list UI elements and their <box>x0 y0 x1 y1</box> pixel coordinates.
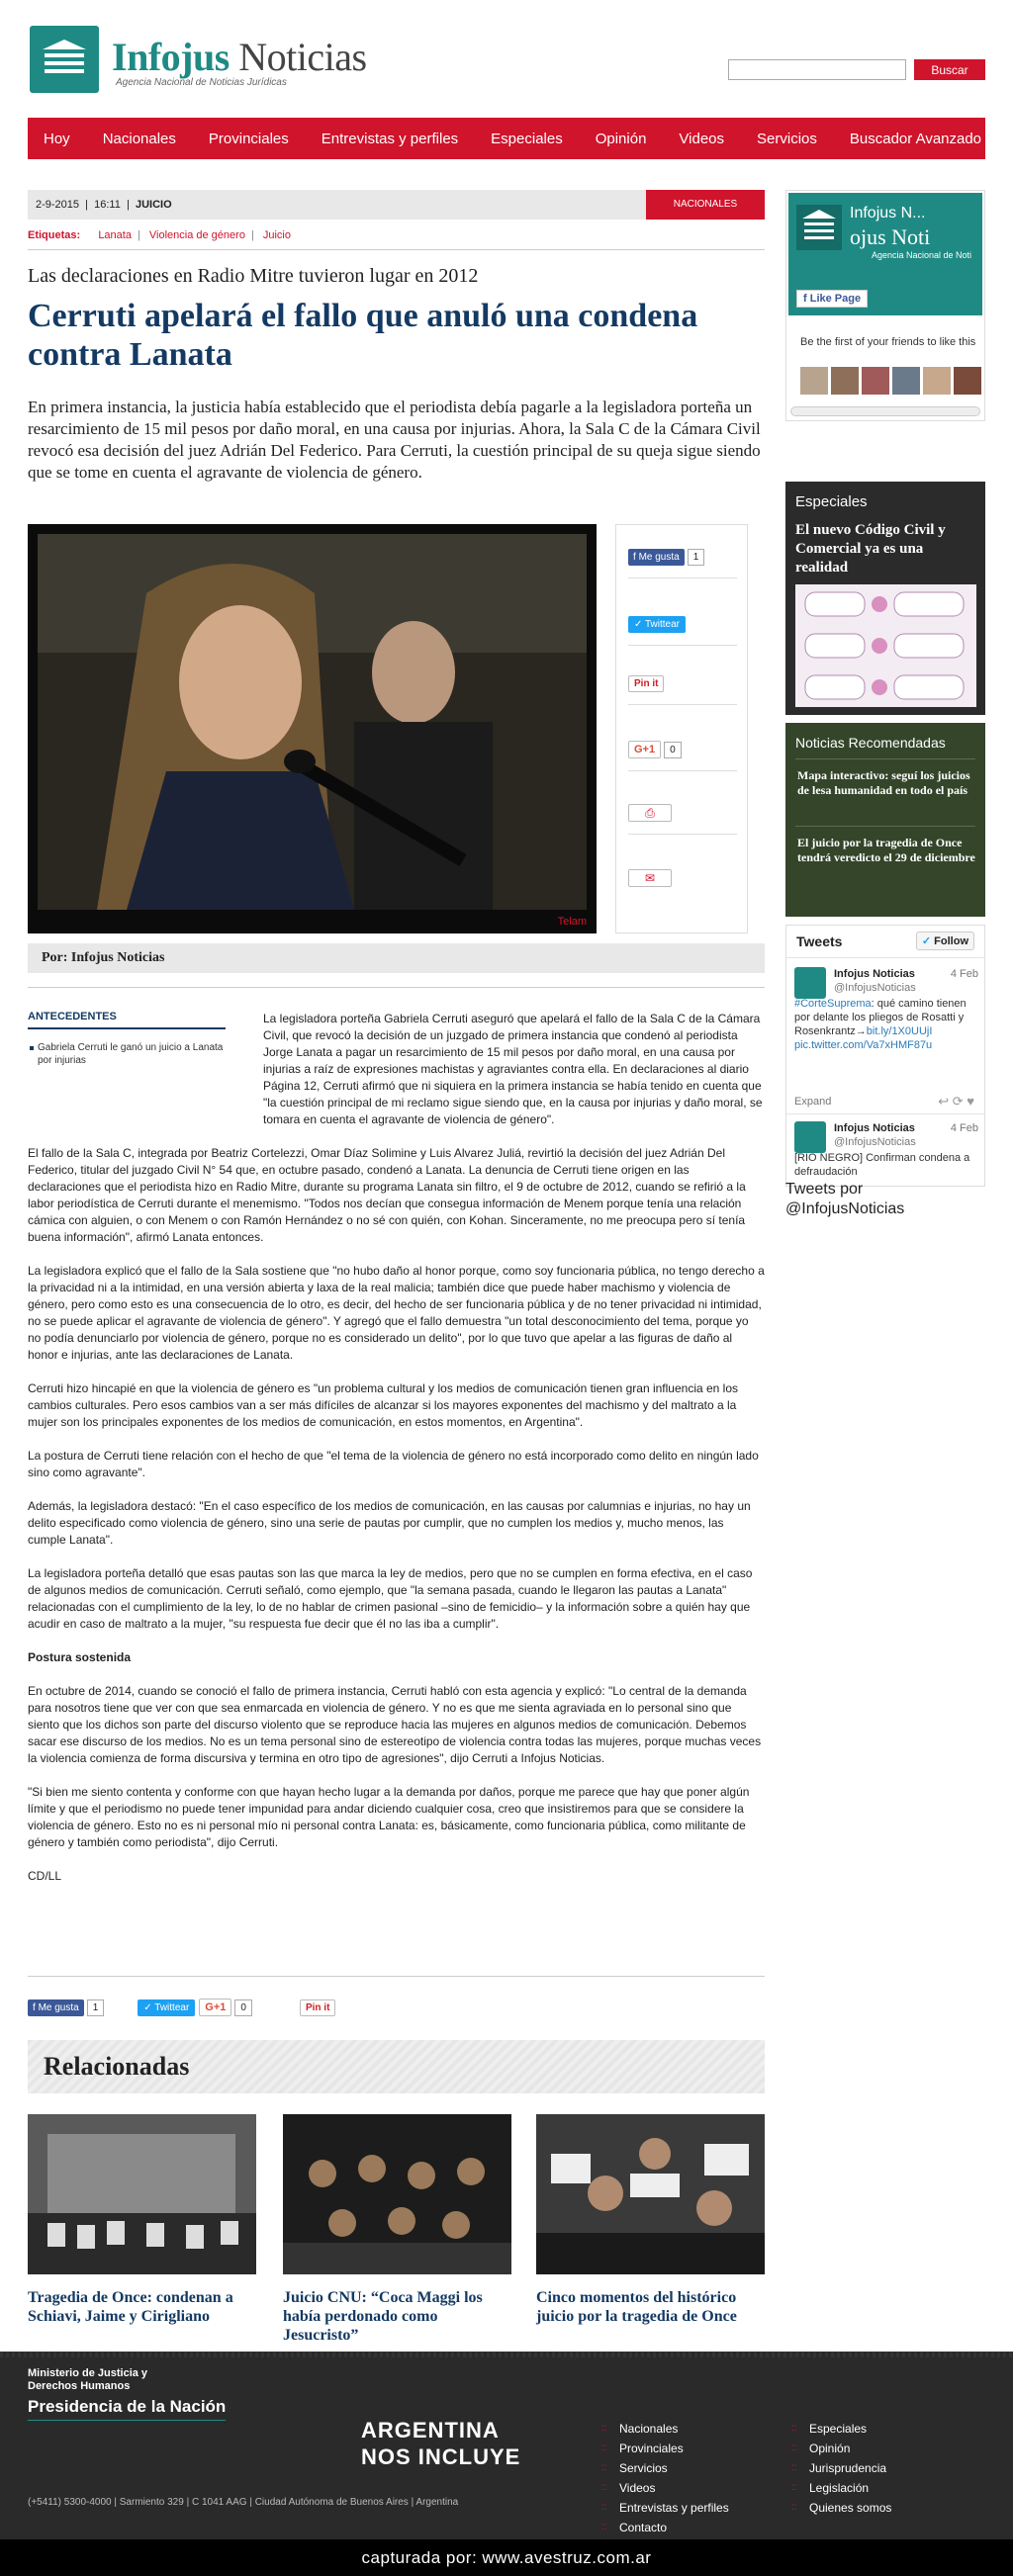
related-image <box>283 2114 511 2274</box>
tweet-link[interactable]: bit.ly/1X0UUjI <box>866 1025 933 1037</box>
especiales-title[interactable]: El nuevo Código Civil y Comercial ya es una realidad <box>795 522 946 576</box>
article-paragraph: La legisladora porteña detalló que esas pautas son las que marca la ley de medios, pero que no se cumplen en forma efectiva, en el caso de algunos medios de comunicación. Cerruti señaló, como ejemplo, que "la semana pasada, cuando le llegaron las pautas a Lanata" relacionadas con el cumplimiento de la ley, lo de no hablar de crimen pasional –sino de femicidio– y la información sobre a quién hay que acudir en caso de maltrato a la mujer, "su respuesta fue decir que él no las iba a cumplir". <box>28 1566 753 1631</box>
nav-item-nacionales[interactable]: Nacionales <box>102 130 176 147</box>
footer-links-col2 <box>791 2419 891 2518</box>
article-paragraph: La legisladora porteña Gabriela Cerruti aseguró que apelará el fallo de la Sala C de la Cámara Civil, que revocó la decisión de un juzgado de primera instancia que condenó al periodista Jorge Lanata a pagar un resarcimiento de 15 mil pesos por daño moral, en una causa por injurias a raíz de expresiones machistas y agraviantes contra ella. En declaraciones al diario Página 12, Cerruti afirmó que ni siquiera en la primera instancia se había tenido en cuenta que "la cuestión principal de mi reclamo sigue siendo que, en la causa por injurias y daño moral, se tomara en cuenta el agravante de violencia de género". <box>263 1012 763 1126</box>
especiales-label: Especiales <box>795 493 868 510</box>
nav-item-buscador[interactable]: Buscador Avanzado <box>849 130 982 147</box>
divider <box>795 826 975 827</box>
email-icon[interactable]: ✉ <box>628 869 672 887</box>
article-paragraph: Además, la legisladora destacó: "En el caso específico de los medios de comunicación, en las causas por calumnias e injurias, no hay un delito especificado como violencia de género, sino una serie de pautas por cumplir, que no cumplen los medios y, mucho menos, las cumple Lanata". <box>28 1499 751 1547</box>
footer-link[interactable]: :: Contacto <box>601 2518 729 2537</box>
related-image <box>28 2114 256 2274</box>
antecedentes-link[interactable]: Gabriela Cerruti le ganó un juicio a Lanata por injurias <box>28 1041 226 1067</box>
pinterest-button[interactable]: Pin it <box>300 1999 335 2016</box>
tags-label: Etiquetas: <box>28 229 81 241</box>
divider <box>786 957 984 958</box>
fb-page-name[interactable]: Infojus N... <box>850 205 926 222</box>
article-paragraph: El fallo de la Sala C, integrada por Beatriz Cortelezzi, Omar Díaz Solimine y Luis Alvarez Juliá, revirtió la decisión del juez Adrián Del Federico, titular del juzgado Civil N° 54 que, en octubre pasado, condenó a Lanata. La denuncia de Cerruti tiene origen en las declaraciones que el periodista hizo en Radio Mitre, durante su programa Lanata sin filtro, el 9 de octubre de 2012, cuando se refirió a la labor periodística de Cerruti durante el menemismo. "Todos nos decían que consegua información de Menem porque tenía una relación cámica con alguien, o con Menem o con Ramón Hernández o no sé con quién, con Kohan. Sinceramente, no me preocupa pero sí tenía buena información", afirmó Lanata entonces. <box>28 1146 746 1244</box>
tweet-date[interactable]: 4 Feb <box>950 968 978 980</box>
tag-link[interactable]: Lanata <box>98 229 132 241</box>
avatar[interactable] <box>954 367 981 395</box>
follow-label: Follow <box>934 935 968 947</box>
tweets-by-link[interactable]: Tweets por @InfojusNoticias <box>785 1181 905 1217</box>
main-nav <box>28 118 985 159</box>
logo-icon[interactable] <box>30 26 99 93</box>
footer-link[interactable]: :: Legislación <box>791 2478 891 2498</box>
related-title-link[interactable]: Juicio CNU: “Coca Maggi los había perdonado como Jesucristo” <box>283 2289 483 2344</box>
noticia-link[interactable]: Mapa interactivo: seguí los juicios de lesa humanidad en todo el país <box>797 768 970 797</box>
tag-link[interactable]: Violencia de género <box>148 229 245 241</box>
nav-item-especiales[interactable]: Especiales <box>491 130 563 147</box>
logo-subtitle: Agencia Nacional de Noticias Jurídicas <box>116 77 287 88</box>
share-column <box>615 524 748 933</box>
tweet-handle[interactable]: @InfojusNoticias <box>834 1136 916 1148</box>
nav-item-entrevistas[interactable]: Entrevistas y perfiles <box>321 130 459 147</box>
tweet-actions-icon[interactable]: ↩ ⟳ ♥ <box>938 1094 974 1109</box>
tw-label: Twittear <box>154 2001 190 2013</box>
noticias-recomendadas-widget <box>785 723 985 917</box>
gplus-count: 0 <box>664 742 682 758</box>
related-title-link[interactable]: Cinco momentos del histórico juicio por la tragedia de Once <box>536 2289 737 2325</box>
article-meta: 2-9-2015 | 16:11 | JUICIO <box>36 199 172 211</box>
footer-address: (+5411) 5300-4000 | Sarmiento 329 | C 1041 AAG | Ciudad Autónoma de Buenos Aires | Argentina <box>28 2497 459 2508</box>
article-headline: Cerruti apelará el fallo que anuló una condena contra Lanata <box>28 298 698 373</box>
nav-item-opinion[interactable]: Opinión <box>595 130 647 147</box>
hashtag-link[interactable]: #CorteSuprema <box>794 998 872 1010</box>
fb-like-label: Like Page <box>809 293 862 305</box>
facebook-like-button[interactable] <box>628 549 685 566</box>
article-paragraph: La legisladora explicó que el fallo de la Sala sostiene que "no hubo daño al honor porque, como soy funcionaria pública, no tengo derecho a la privacidad ni a la intimidad, en una versión abierta y laxa de la real malicia; también dice que puede haber machismo y violencia de género, pero como esto es una consecuencia de lo otro, es decir, del hecho de ser funcionaria pública y de no tener privacidad ni intimidad, no se puede aplicar el agravante de violencia de género". Y agregó que el fallo demuestra "un total desconocimiento del tema, porque yo no podía denunciarlo por violencia de género, porque no es considerado un delito", por lo que tuvo que apelar a las figuras de daño al honor e injurias, ante las declaraciones de Lanata. <box>28 1264 765 1362</box>
tweet-author[interactable]: Infojus Noticias <box>834 1122 915 1134</box>
related-header <box>28 2040 765 2093</box>
avatar[interactable] <box>923 367 951 395</box>
article-lead: En primera instancia, la justicia había establecido que el periodista debía pagarle a la legisladora porteña un resarcimiento de 15 mil pesos por daño moral, en una causa por injurias. Ahora, la Sala C de la Cámara Civil revocó esa decisión del juez Adrián Del Federico. Para Cerruti, la cuestión principal de su queja sigue siendo que se tome en cuenta el agravante de violencia de género. <box>28 398 761 482</box>
antecedentes-box <box>28 1011 226 1067</box>
search-input[interactable] <box>728 59 906 80</box>
footer-link[interactable]: :: Videos <box>601 2478 729 2498</box>
nav-item-hoy[interactable]: Hoy <box>44 130 70 147</box>
twitter-icon: ✓ <box>921 935 932 947</box>
article-signoff: CD/LL <box>28 1869 62 1883</box>
site-logo-title[interactable] <box>112 34 367 80</box>
avatar[interactable] <box>800 367 828 395</box>
footer-link[interactable]: :: Jurisprudencia <box>791 2458 891 2478</box>
tweet-handle[interactable]: @InfojusNoticias <box>834 982 916 994</box>
facebook-page-widget <box>785 190 985 421</box>
related-card[interactable] <box>536 2114 765 2326</box>
related-card[interactable] <box>283 2114 511 2345</box>
twitter-icon: ✓ <box>634 619 643 630</box>
fb-banner-sub: Agencia Nacional de Noti <box>872 250 972 260</box>
divider <box>28 1976 765 1977</box>
facebook-icon: f <box>33 2001 36 2013</box>
footer-link[interactable]: :: Nacionales <box>601 2419 729 2439</box>
horizontal-scrollbar[interactable] <box>790 406 980 416</box>
print-icon[interactable]: ⎙ <box>628 804 672 822</box>
related-title-link[interactable]: Tragedia de Once: condenan a Schiavi, Jaime y Cirigliano <box>28 2289 233 2325</box>
twitter-follow-button[interactable] <box>916 932 974 950</box>
noticias-label: Noticias Recomendadas <box>795 735 946 751</box>
tweet-text <box>794 997 978 1052</box>
fb-label: Me gusta <box>38 2001 79 2013</box>
logo-word-infojus: Infojus <box>112 35 230 79</box>
twitter-share-button[interactable] <box>138 1999 195 2016</box>
footer-link[interactable]: :: Provinciales <box>601 2439 729 2458</box>
photo-credit: Telam <box>557 916 587 928</box>
related-title: Relacionadas <box>44 2052 190 2081</box>
gplus-button[interactable]: G+1 <box>628 741 661 758</box>
article-paragraph: La postura de Cerruti tiene relación con el hecho de que "el tema de la violencia de género no está incorporado como delito en ningún lado sino como agravante". <box>28 1449 759 1479</box>
tweets-label: Tweets <box>796 933 843 949</box>
nav-item-videos[interactable]: Videos <box>679 130 725 147</box>
especiales-widget[interactable] <box>785 482 985 715</box>
article-meta-bar <box>28 190 765 220</box>
footer-ministry[interactable]: Ministerio de Justicia y Derechos Humanos <box>28 2367 148 2392</box>
twitter-widget <box>785 925 985 1187</box>
article-paragraph: Cerruti hizo hincapié en que la violencia de género es "un problema cultural y los medios de comunicación tienen gran influencia en los cambios culturales. Pero esos cambios van a ser más difíciles de alcanzar si los mayores exponentes del machismo y del maltrato a la mujer son los principales exponentes de los medios de comunicación, en estos momentos, en Argentina". <box>28 1381 739 1429</box>
fb-like-page-button[interactable] <box>796 290 868 308</box>
avatar[interactable] <box>794 967 826 999</box>
facebook-icon: f <box>803 293 807 305</box>
footer-presidency[interactable]: Presidencia de la Nación <box>28 2397 226 2421</box>
gplus-button[interactable]: G+1 <box>199 1999 231 2016</box>
tag-link[interactable]: Juicio <box>262 229 291 241</box>
tags-row: Etiquetas: Lanata | Violencia de género | Juicio <box>28 229 291 241</box>
fb-count: 1 <box>87 1999 105 2016</box>
article-byline: Por: Infojus Noticias <box>28 943 765 973</box>
article-paragraph: "Si bien me siento contenta y conforme con que hayan hecho lugar a la demanda por daños, porque me parece que hay que poner algún límite y que el periodismo no puede tener impunidad para andar diciendo cualquier cosa, creo que insistiremos para que se considere la violencia de género. Esto no es ni personal mío ni personal contra Lanata: es, básicamente, como funcionaria pública, como militante de género y también como periodista", dijo Cerruti. <box>28 1785 750 1849</box>
footer-link[interactable]: :: Opinión <box>791 2439 891 2458</box>
article-photo[interactable] <box>28 524 597 933</box>
fb-banner-text: ojus Noti <box>850 224 931 249</box>
article-category: JUICIO <box>135 199 172 211</box>
tweet-link[interactable]: pic.twitter.com/Va7xHMF87u <box>794 1039 933 1051</box>
avatar[interactable] <box>831 367 859 395</box>
slogan-line-1: ARGENTINA <box>361 2418 500 2443</box>
twitter-share-button[interactable] <box>628 616 686 633</box>
divider <box>28 987 765 988</box>
avatar[interactable] <box>892 367 920 395</box>
footer-link[interactable]: :: Servicios <box>601 2458 729 2478</box>
fb-label: Me gusta <box>638 552 680 563</box>
footer-link[interactable]: :: Quienes somos <box>791 2498 891 2518</box>
photo-image <box>38 534 587 910</box>
nav-item-servicios[interactable]: Servicios <box>757 130 817 147</box>
nav-item-provinciales[interactable]: Provinciales <box>208 130 289 147</box>
fb-banner[interactable] <box>788 193 982 315</box>
facebook-icon: f <box>633 552 636 563</box>
tweet-expand[interactable]: Expand <box>794 1096 832 1108</box>
avatar[interactable] <box>862 367 889 395</box>
article-time: 16:11 <box>94 199 121 211</box>
tweet-author[interactable]: Infojus Noticias <box>834 968 915 980</box>
footer-slogan <box>361 2417 520 2470</box>
facebook-like-button[interactable] <box>28 1999 84 2016</box>
article-subhead: Postura sostenida <box>28 1650 132 1664</box>
noticia-link[interactable]: El juicio por la tragedia de Once tendrá veredicto el 29 de diciembre <box>797 836 975 864</box>
tweet-text: [RIO NEGRO] Confirman condena a defraudación <box>794 1152 970 1178</box>
article-paragraph: En octubre de 2014, cuando se conoció el fallo de primera instancia, Cerruti habló con esta agencia y explicó: "Lo central de la demanda para nosotros tiene que ver con que sea enmarcada en violencia de género. Y no es que me sienta agraviada en lo personal sino que siento que los dichos son parte del discurso violento que se reproduce hacia las mujeres en algunos medios de comunicación. Debemos sacar ese discurso de los medios. No es un tema personal sino de estereotipo de violencia contra todas las mujeres, porque muchas veces la violencia comienza de forma discursiva y termina en otro tipo de agresiones", dijo Cerruti a Infojus Noticias. <box>28 1684 762 1765</box>
slogan-line-2: NOS INCLUYE <box>361 2444 521 2469</box>
antecedentes-title: ANTECEDENTES <box>28 1011 226 1029</box>
search-button[interactable]: Buscar <box>914 59 985 80</box>
especiales-image <box>795 584 976 707</box>
article-kicker: Las declaraciones en Radio Mitre tuvieron lugar en 2012 <box>28 265 479 287</box>
fb-friends-text: Be the first of your friends to like this <box>800 336 976 348</box>
footer-link[interactable]: :: Especiales <box>791 2419 891 2439</box>
gplus-count: 0 <box>234 1999 252 2016</box>
tweet-body: : qué camino tienen por delante los pliegos de Rosatti y Rosenkrantz→ <box>794 998 967 1037</box>
avatar[interactable] <box>794 1121 826 1153</box>
divider <box>795 758 975 759</box>
footer-top-border <box>0 2352 1013 2357</box>
related-image <box>536 2114 765 2274</box>
article-date: 2-9-2015 <box>36 199 80 211</box>
pinterest-button[interactable]: Pin it <box>628 675 664 692</box>
divider <box>786 1113 984 1114</box>
divider <box>28 249 765 250</box>
section-badge[interactable]: NACIONALES <box>646 190 765 220</box>
capture-watermark: capturada por: www.avestruz.com.ar <box>0 2539 1013 2576</box>
related-card[interactable] <box>28 2114 256 2326</box>
fb-count: 1 <box>688 549 705 566</box>
tw-label: Twittear <box>645 619 681 630</box>
article-body <box>28 1011 765 1902</box>
share-bar-bottom <box>28 1999 765 2016</box>
footer-link[interactable]: :: Entrevistas y perfiles <box>601 2498 729 2518</box>
logo-word-noticias: Noticias <box>238 35 367 79</box>
tweet-date[interactable]: 4 Feb <box>950 1122 978 1134</box>
fb-faces <box>800 367 981 395</box>
footer-links-col1 <box>601 2419 729 2537</box>
twitter-icon: ✓ <box>143 2001 152 2013</box>
